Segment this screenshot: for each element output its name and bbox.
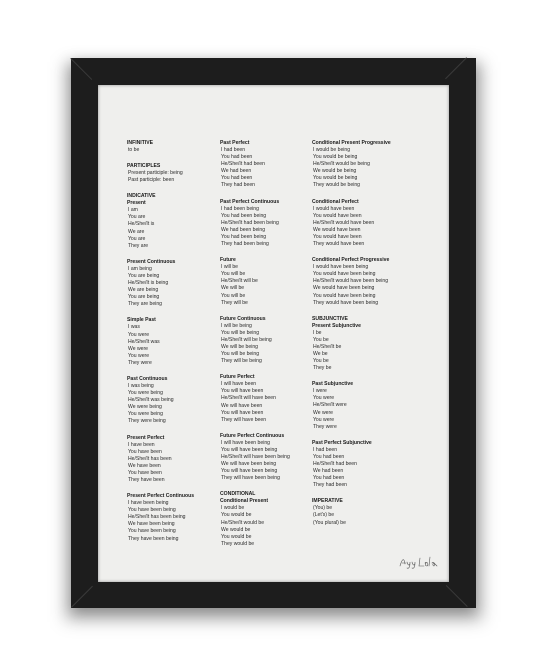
section-heading: Simple Past bbox=[127, 317, 156, 324]
conjugation-line: Present participle: being bbox=[128, 170, 183, 177]
conjugation-line: You would be bbox=[221, 533, 252, 540]
conjugation-line: I was bbox=[128, 324, 140, 331]
conjugation-line: I had been being bbox=[221, 205, 259, 212]
section-heading: Past Perfect Continuous bbox=[220, 198, 280, 205]
section-heading: Present bbox=[127, 200, 146, 207]
conjugation-line: You have been bbox=[128, 469, 162, 476]
conjugation-line: We would be being bbox=[313, 168, 357, 175]
section-heading: Past Subjunctive bbox=[312, 381, 354, 388]
conjugation-line: You were being bbox=[128, 390, 163, 397]
conjugation-line: They were being bbox=[128, 418, 166, 425]
conjugation-line: They would be bbox=[221, 540, 255, 547]
conjugation-line: I had been bbox=[221, 147, 246, 153]
conjugation-line: They would be being bbox=[313, 182, 361, 189]
section-heading: Conditional Perfect bbox=[312, 198, 359, 205]
conjugation-section bbox=[220, 433, 290, 483]
conjugation-line: You were bbox=[313, 395, 335, 402]
conjugation-line: You have been being bbox=[128, 528, 176, 535]
conjugation-line: I were bbox=[313, 388, 327, 395]
conjugation-line: We are being bbox=[128, 287, 159, 294]
conjugation-line: You will be bbox=[221, 271, 246, 278]
conjugation-line: He/She/It would be bbox=[221, 519, 265, 526]
conjugation-line: He/She/It had been being bbox=[221, 219, 279, 226]
poster-paper bbox=[98, 85, 449, 582]
conjugation-line: (Let's) be bbox=[313, 512, 335, 519]
conjugation-line: We were bbox=[313, 409, 334, 416]
conjugation-line: You are being bbox=[128, 294, 160, 301]
conjugation-line: We were bbox=[128, 345, 149, 352]
conjugation-section bbox=[127, 163, 194, 184]
conjugation-line: You would have been bbox=[313, 212, 362, 219]
conjugation-line: He/She/It would be being bbox=[313, 161, 370, 168]
conjugation-line: to be bbox=[128, 147, 140, 153]
conjugation-section bbox=[127, 493, 194, 543]
conjugation-section bbox=[220, 199, 290, 249]
conjugation-line: You are being bbox=[128, 272, 160, 279]
conjugation-line: They will have been bbox=[221, 416, 267, 423]
conjugation-line: You were bbox=[128, 331, 150, 338]
section-heading: Past Perfect Subjunctive bbox=[312, 439, 372, 446]
frame-miter-bottom-left bbox=[71, 586, 93, 608]
conjugation-line: I will be being bbox=[221, 322, 252, 329]
conjugation-line: You will be being bbox=[221, 329, 260, 336]
conjugation-line: They would have been being bbox=[313, 299, 379, 306]
conjugation-line: I had been bbox=[313, 446, 338, 453]
conjugation-line: You would be being bbox=[313, 154, 358, 161]
conjugation-line: They are bbox=[128, 242, 149, 249]
conjugation-line: We would be bbox=[221, 526, 251, 533]
conjugation-line: We would have been being bbox=[313, 285, 375, 292]
conjugation-line: He/She/It will be being bbox=[221, 336, 272, 343]
frame-miter-top-right bbox=[445, 57, 467, 79]
conjugation-line: He/She/It was being bbox=[128, 397, 174, 404]
conjugation-line: They were bbox=[128, 359, 152, 366]
conjugation-line: They are being bbox=[128, 301, 162, 308]
conjugation-line: You had been bbox=[313, 475, 345, 482]
conjugation-line: I was being bbox=[128, 382, 154, 389]
conjugation-line: They will be bbox=[221, 299, 248, 306]
conjugation-line: I am bbox=[128, 207, 138, 214]
conjugation-line: You will have been being bbox=[221, 446, 278, 453]
conjugation-section bbox=[220, 257, 290, 307]
conjugation-section bbox=[220, 316, 290, 366]
conjugation-section bbox=[312, 316, 391, 373]
section-heading: Conditional Present Progressive bbox=[312, 140, 391, 146]
conjugation-line: We have been being bbox=[128, 521, 175, 528]
conjugation-line: You will be being bbox=[221, 351, 260, 358]
conjugation-line: He/She/It had been bbox=[221, 161, 265, 168]
section-heading: Future Perfect bbox=[220, 374, 255, 381]
conjugation-line: Past participle: been bbox=[128, 177, 175, 184]
section-heading: Present Continuous bbox=[127, 258, 176, 265]
conjugation-section bbox=[127, 259, 194, 309]
conjugation-line: He/She/It would have been being bbox=[313, 278, 389, 285]
conjugation-section bbox=[127, 435, 194, 485]
conjugation-line: They had been bbox=[221, 182, 255, 189]
conjugation-line: We will be bbox=[221, 285, 245, 292]
conjugation-line: You had been bbox=[221, 175, 253, 182]
conjugation-section bbox=[220, 140, 290, 190]
conjugation-section bbox=[127, 140, 194, 154]
section-heading: Conditional Perfect Progressive bbox=[312, 257, 390, 264]
section-heading: CONDITIONAL bbox=[220, 491, 256, 498]
conjugation-line: He/She/It is bbox=[128, 221, 155, 228]
section-heading: Present Perfect Continuous bbox=[127, 493, 195, 500]
conjugation-line: You will have been bbox=[221, 388, 264, 395]
artist-signature bbox=[398, 555, 442, 569]
conjugation-line: You have been being bbox=[128, 507, 176, 514]
conjugation-line: They will be being bbox=[221, 358, 262, 365]
conjugation-line: We had been being bbox=[221, 226, 266, 233]
conjugation-section bbox=[127, 193, 194, 250]
conjugation-line: They have been bbox=[128, 477, 165, 483]
conjugation-line: You had been being bbox=[221, 212, 267, 219]
conjugation-line: We were being bbox=[128, 404, 162, 411]
conjugation-line: You had been bbox=[221, 154, 253, 161]
conjugation-line: We had been bbox=[313, 468, 344, 475]
section-heading: INFINITIVE bbox=[127, 140, 154, 146]
conjugation-section bbox=[127, 317, 194, 367]
section-heading: Future bbox=[220, 257, 236, 264]
conjugation-line: You have been bbox=[128, 448, 162, 455]
conjugation-line: You would have been bbox=[313, 233, 362, 240]
poster-column-2 bbox=[220, 140, 290, 557]
conjugation-line: He/She/It will have been bbox=[221, 395, 276, 402]
section-heading: Future Continuous bbox=[220, 315, 266, 322]
conjugation-section bbox=[312, 440, 391, 490]
conjugation-line: You were being bbox=[128, 411, 163, 418]
conjugation-line: You would have been being bbox=[313, 271, 376, 278]
conjugation-line: We would have been bbox=[313, 226, 361, 233]
conjugation-line: We will be being bbox=[221, 343, 258, 350]
conjugation-line: I would have been being bbox=[313, 264, 369, 271]
conjugation-line: You are bbox=[128, 235, 146, 242]
conjugation-section bbox=[312, 199, 391, 249]
conjugation-line: He/She/It had been bbox=[313, 461, 357, 467]
section-heading: Present Subjunctive bbox=[312, 322, 361, 329]
conjugation-line: We be bbox=[313, 350, 328, 357]
conjugation-line: You would be bbox=[221, 512, 252, 519]
conjugation-line: You will have been bbox=[221, 409, 264, 416]
conjugation-line: I would be bbox=[221, 505, 245, 512]
conjugation-line: You would have been being bbox=[313, 292, 376, 299]
conjugation-section bbox=[220, 374, 290, 424]
conjugation-line: He/She/It were bbox=[313, 402, 347, 409]
conjugation-line: You be bbox=[313, 336, 329, 343]
section-heading: SUBJUNCTIVE bbox=[312, 315, 348, 322]
conjugation-line: We will have been bbox=[221, 402, 263, 409]
conjugation-line: He/She/It be bbox=[313, 343, 342, 350]
conjugation-line: I would be being bbox=[313, 147, 351, 153]
conjugation-line: You would be being bbox=[313, 175, 358, 182]
section-heading: Past Perfect bbox=[220, 140, 250, 146]
conjugation-line: They will have been being bbox=[221, 475, 280, 482]
conjugation-line: You will be bbox=[221, 292, 246, 299]
conjugation-line: You be bbox=[313, 358, 329, 365]
conjugation-section bbox=[220, 491, 290, 548]
conjugation-line: We have been bbox=[128, 462, 161, 469]
conjugation-line: I have been being bbox=[128, 500, 169, 507]
conjugation-line: He/She/It would have been bbox=[313, 219, 375, 226]
conjugation-line: They be bbox=[313, 365, 332, 372]
poster-column-3 bbox=[312, 140, 391, 536]
conjugation-line: He/She/It has been being bbox=[128, 514, 186, 521]
conjugation-line: He/She/It will have been being bbox=[221, 454, 290, 460]
conjugation-line: We are bbox=[128, 228, 145, 235]
conjugation-line: I will have been bbox=[221, 381, 257, 388]
section-heading: PARTICIPLES bbox=[127, 163, 161, 170]
conjugation-line: You will have been being bbox=[221, 468, 278, 475]
conjugation-line: I would have been bbox=[313, 205, 355, 212]
conjugation-line: You were bbox=[128, 352, 150, 359]
conjugation-line: They had been bbox=[313, 482, 347, 489]
section-heading: Present Perfect bbox=[127, 434, 165, 441]
conjugation-section bbox=[127, 376, 194, 426]
section-heading: Future Perfect Continuous bbox=[220, 432, 285, 439]
conjugation-line: They have been being bbox=[128, 535, 179, 542]
conjugation-line: You had been being bbox=[221, 233, 267, 240]
section-heading: INDICATIVE bbox=[127, 193, 156, 200]
frame-miter-top-left bbox=[70, 58, 92, 80]
conjugation-line: We had been bbox=[221, 168, 252, 175]
conjugation-line: You had been bbox=[313, 453, 345, 460]
conjugation-line: He/She/It has been bbox=[128, 455, 172, 462]
conjugation-line: They would have been bbox=[313, 241, 365, 248]
conjugation-line: They were bbox=[313, 423, 337, 430]
conjugation-line: He/She/It will be bbox=[221, 278, 258, 285]
conjugation-line: I am being bbox=[128, 265, 152, 272]
poster-column-1 bbox=[127, 140, 194, 552]
conjugation-line: You were bbox=[313, 416, 335, 423]
conjugation-line: (You) be bbox=[313, 505, 333, 512]
section-heading: Past Continuous bbox=[127, 375, 168, 382]
conjugation-line: He/She/It is being bbox=[128, 280, 169, 287]
conjugation-line: (You plural) be bbox=[313, 519, 346, 526]
conjugation-section bbox=[312, 257, 391, 307]
conjugation-line: I be bbox=[313, 329, 322, 336]
conjugation-section bbox=[312, 498, 391, 526]
conjugation-section bbox=[312, 140, 391, 190]
conjugation-line: He/She/It was bbox=[128, 338, 160, 345]
conjugation-line: You are bbox=[128, 214, 146, 221]
conjugation-section bbox=[312, 381, 391, 431]
frame-miter-bottom-right bbox=[446, 585, 468, 607]
conjugation-line: I will have been being bbox=[221, 439, 270, 446]
conjugation-line: I will be bbox=[221, 264, 238, 271]
conjugation-line: I have been bbox=[128, 441, 155, 448]
section-heading: Conditional Present bbox=[220, 498, 269, 505]
conjugation-line: We will have been being bbox=[221, 461, 277, 468]
section-heading: IMPERATIVE bbox=[312, 498, 343, 505]
conjugation-line: They had been being bbox=[221, 241, 269, 248]
